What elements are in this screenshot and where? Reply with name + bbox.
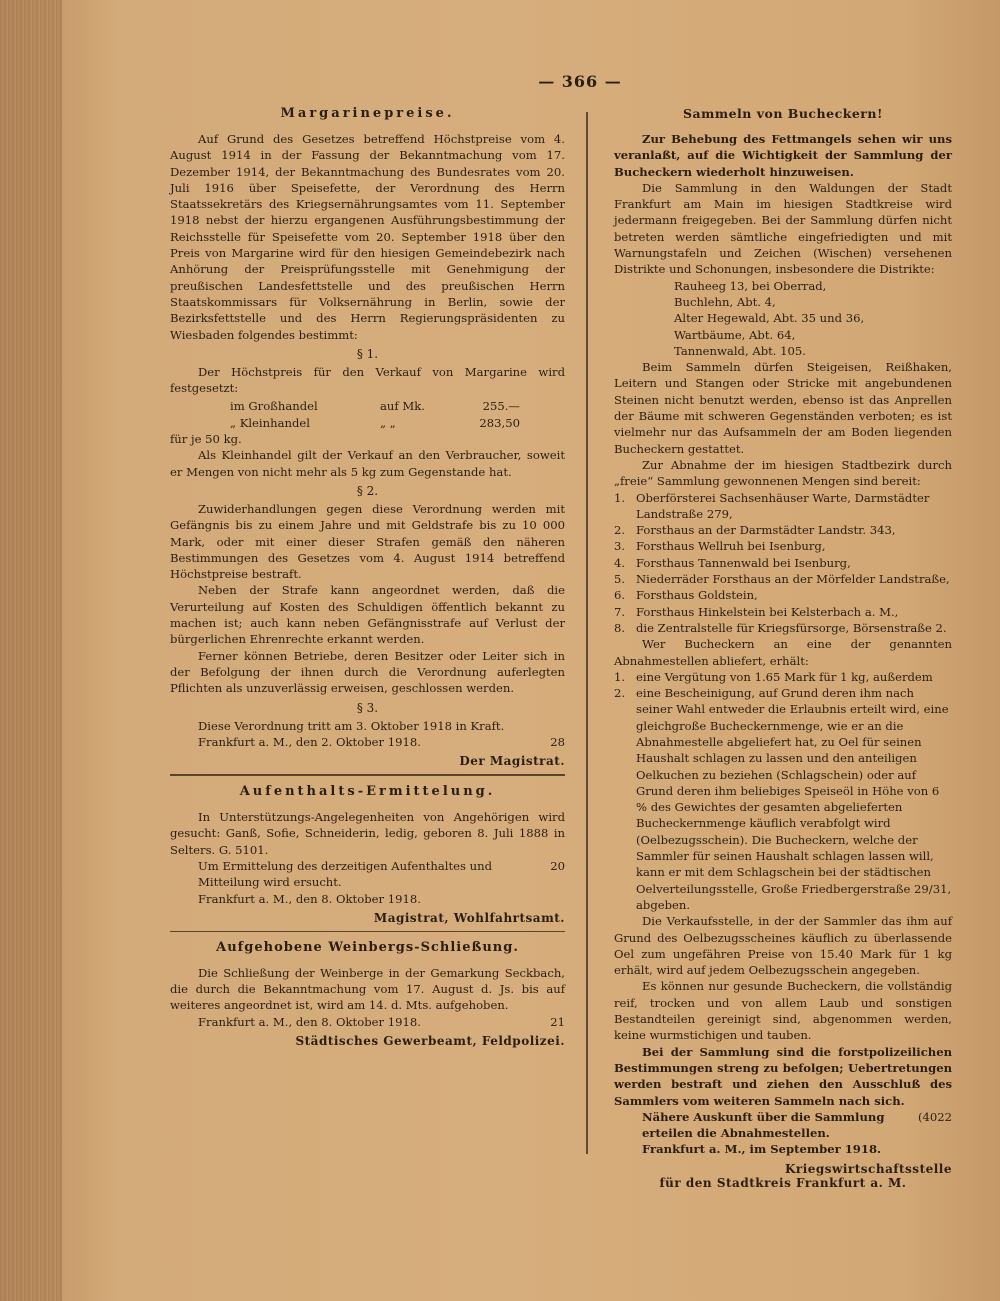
station-item — [614, 555, 952, 571]
column-divider — [586, 112, 588, 1154]
station-number: 7. — [614, 604, 626, 619]
bucheckern-text-4: Wer Bucheckern an eine der genannten Abnahmestellen abliefert, erhält: — [614, 637, 952, 668]
section-2-text-3: Ferner können Betriebe, deren Besitzer oder Leiter sich in der Befolgung der ihnen durch die Verordnung auferlegten Pflichten als unzuverlässig erweisen, geschlossen werden. — [170, 648, 565, 696]
bucheckern-text-6: Es können nur gesunde Bucheckern, die vollständig reif, trocken und von allem Laub und sonstigen Bestandteilen gereinigt sind, abgenommen werden, keine wurmstichigen und tauben. — [614, 979, 952, 1043]
aufenthalt-number: 20 — [550, 858, 565, 873]
section-3-mark: § 3. — [356, 700, 379, 715]
reward-list — [614, 669, 952, 913]
station-item — [614, 620, 952, 636]
weinberg-date-line — [170, 1014, 565, 1030]
aufenthalt-signature: Magistrat, Wohlfahrtsamt. — [373, 910, 565, 925]
bucheckern-signature-2: für den Stadtkreis Frankfurt a. M. — [659, 1175, 907, 1190]
bucheckern-text-8: Nähere Auskunft über die Sammlung erteilen die Abnahmestellen. — [642, 1109, 885, 1141]
station-text: Forsthaus an der Darmstädter Landstr. 343, — [636, 523, 896, 538]
price-unit: auf Mk. — [380, 399, 425, 414]
left-column — [170, 100, 565, 1054]
price-label: „ Kleinhandel — [230, 415, 310, 430]
station-text: Forsthaus Hinkelstein bei Kelsterbach a. M., — [636, 604, 899, 619]
station-number: 1. — [614, 490, 626, 505]
book-page-edge — [0, 0, 62, 1301]
page-number: — 366 — — [538, 72, 622, 91]
aufenthalt-request-line — [170, 858, 565, 891]
price-row — [230, 415, 565, 431]
aufenthalt-text-2: Um Ermittelung des derzeitigen Aufenthaltes und Mitteilung wird ersucht. — [198, 858, 493, 890]
margarine-number: 28 — [550, 734, 565, 749]
aufenthalt-heading: Aufenthalts-Ermittelung. — [239, 784, 496, 800]
bucheckern-text-1: Die Sammlung in den Waldungen der Stadt Frankfurt am Main im hiesigen Stadtkreise wird jedermann freigegeben. Bei der Sammlung dürfen nicht betreten werden sämtliche eingefriedigten und mit Warnungstafeln und Zeichen (Wischen) versehenen Distrikte und Schonungen, insbesondere die Distrikte: — [614, 180, 952, 277]
bucheckern-signature-1: Kriegswirtschaftsstelle — [784, 1161, 952, 1176]
district-item: Wartbäume, Abt. 64, — [674, 327, 796, 342]
station-item — [614, 587, 952, 603]
station-item — [614, 490, 952, 523]
weinberg-text: Die Schließung der Weinberge in der Gemarkung Seckbach, die durch die Bekanntmachung vom 17. August d. Js. bis auf weiteres angeordnet ist, wird am 14. d. Mts. aufgehoben. — [170, 965, 565, 1013]
bucheckern-text-2: Beim Sammeln dürfen Steigeisen, Reißhaken, Leitern und Stangen oder Stricke mit angebundenen Steinen nicht benutzt werden, ebenso ist das Anprellen der Bäume mit schweren Gegenständen verboten; es ist vielmehr nur das Aufsammeln der am Boden liegenden Bucheckern gestattet. — [614, 360, 952, 456]
aufenthalt-date: Frankfurt a. M., den 8. Oktober 1918. — [198, 891, 421, 906]
margarine-signature: Der Magistrat. — [459, 754, 565, 769]
station-text: Forsthaus Goldstein, — [636, 588, 758, 603]
station-text: die Zentralstelle für Kriegsfürsorge, Börsenstraße 2. — [636, 620, 947, 635]
district-item: Buchlehn, Abt. 4, — [674, 294, 776, 309]
station-number: 5. — [614, 572, 626, 587]
section-2-mark: § 2. — [356, 483, 379, 498]
district-item: Rauheeg 13, bei Oberrad, — [674, 278, 827, 293]
margarine-intro: Auf Grund des Gesetzes betreffend Höchstpreise vom 4. August 1914 in der Fassung der Bekanntmachung vom 17. Dezember 1914, der Bekanntmachung des Bundesrates vom 20. Juli 1916 über Speisefette, der Verordnung des Herrn Staatssekretärs des Kriegsernährungsamtes vom 11. September 1918 nebst der hierzu ergangenen Ausführungsbestimmung der Reichsstelle für Speisefette vom 20. September 1918 über den Preis von Margarine wird für den hiesigen Gemeindebezirk nach Anhörung der Preisprüfungsstelle mit Genehmigung der preußischen Landesfettstelle und des preußischen Herrn Staatskommissars für Volksernährung in Berlin, sowie der Bezirksfettstelle und des Herrn Regierungspräsidenten zu Wiesbaden folgendes bestimmt: — [170, 132, 565, 342]
station-text: Forsthaus Wellruh bei Isenburg, — [636, 539, 826, 554]
reward-number: 1. — [614, 669, 626, 684]
bucheckern-number: (4022 — [917, 1109, 952, 1124]
bucheckern-text-7: Bei der Sammlung sind die forstpolizeilichen Bestimmungen streng zu befolgen; Uebertretungen werden bestraft und ziehen den Ausschluß des Sammlers vom weiteren Sammeln nach sich. — [614, 1044, 952, 1108]
station-item — [614, 538, 952, 554]
price-suffix: für je 50 kg. — [170, 432, 242, 447]
section-2-text-1: Zuwiderhandlungen gegen diese Verordnung werden mit Gefängnis bis zu einem Jahre und mit Geldstrafe bis zu 10 000 Mark, oder mit einer dieser Strafen gemäß den näheren Bestimmungen des Gesetzes vom 4. August 1914 betreffend Höchstpreise bestraft. — [170, 501, 565, 582]
price-unit: „ „ — [380, 415, 396, 430]
station-number: 8. — [614, 620, 626, 635]
section-1-text: Der Höchstpreis für den Verkauf von Margarine wird festgesetzt: — [170, 364, 565, 396]
station-item — [614, 604, 952, 620]
weinberg-signature: Städtisches Gewerbeamt, Feldpolizei. — [295, 1034, 565, 1049]
retail-note: Als Kleinhandel gilt der Verkauf an den Verbraucher, soweit er Mengen von nicht mehr als 5 kg zum Gegenstande hat. — [170, 448, 565, 479]
bucheckern-info-line — [614, 1109, 952, 1142]
bucheckern-text-5: Die Verkaufsstelle, in der der Sammler das ihm auf Grund des Oelbezugsscheines käuflich zu überlassende Oel zum ungefähren Preise von 15.40 Mark für 1 kg erhält, wird auf jedem Oelbezugsschein angegeben. — [614, 914, 952, 978]
weinberg-heading: Aufgehobene Weinbergs-Schließung. — [216, 939, 519, 955]
station-number: 3. — [614, 539, 626, 554]
reward-item — [614, 685, 952, 913]
price-value: 283,50 — [479, 415, 520, 430]
section-3-text: Diese Verordnung tritt am 3. Oktober 1918 in Kraft. — [198, 718, 505, 733]
weinberg-date: Frankfurt a. M., den 8. Oktober 1918. — [198, 1014, 421, 1029]
reward-text: eine Bescheinigung, auf Grund deren ihm nach seiner Wahl entweder die Erlaubnis erteilt wird, eine gleichgroße Bucheckernmenge, wie er an die Abnahmestelle abgeliefert hat, zu Oel für seinen Haushalt schlagen zu lassen und den anteiligen Oelkuchen zu beziehen (Schlagschein) oder auf Grund deren ihm beliebiges Speiseöl in Höhe von 6 % des Gewichtes der gesamten abgelieferten Bucheckernmenge käuflich verabfolgt wird (Oelbezugsschein). Die Bucheckern, welche der Sammler für seinen Haushalt schlagen lassen will, kann er mit dem Schlagschein bei der städtischen Oelverteilungsstelle, Große Friedbergerstraße 29/31, abgeben. — [636, 686, 952, 912]
section-1-mark: § 1. — [356, 346, 379, 361]
bucheckern-text-3: Zur Abnahme der im hiesigen Stadtbezirk durch „freie“ Sammlung gewonnenen Mengen sind bereit: — [614, 457, 952, 489]
station-text: Oberförsterei Sachsenhäuser Warte, Darmstädter Landstraße 279, — [636, 490, 930, 521]
district-item: Tannenwald, Abt. 105. — [674, 343, 806, 358]
district-list — [674, 278, 952, 359]
margarine-heading: Margarinepreise. — [280, 106, 455, 121]
reward-number: 2. — [614, 686, 626, 701]
bucheckern-heading: Sammeln von Bucheckern! — [683, 106, 883, 121]
price-label: im Großhandel — [230, 399, 318, 414]
reward-text: eine Vergütung von 1.65 Mark für 1 kg, außerdem — [636, 669, 933, 684]
weinberg-number: 21 — [550, 1014, 565, 1029]
bucheckern-date: Frankfurt a. M., im September 1918. — [642, 1142, 882, 1157]
price-row — [230, 398, 565, 414]
bucheckern-intro: Zur Behebung des Fettmangels sehen wir uns veranlaßt, auf die Wichtigkeit der Sammlung der Bucheckern wiederholt hinzuweisen. — [614, 132, 952, 179]
station-list — [614, 490, 952, 637]
section-2-text-2: Neben der Strafe kann angeordnet werden, daß die Verurteilung auf Kosten des Schuldigen öffentlich bekannt zu machen ist; auch kann neben Gefängnisstrafe auf Verlust der bürgerlichen Ehrenrechte erkannt werden. — [170, 583, 565, 647]
price-table — [230, 398, 565, 431]
margarine-date: Frankfurt a. M., den 2. Oktober 1918. — [198, 734, 421, 749]
station-item — [614, 522, 952, 538]
section-rule — [170, 774, 565, 776]
margarine-date-line — [170, 734, 565, 750]
right-column — [614, 100, 952, 1190]
section-rule — [170, 931, 565, 932]
station-number: 4. — [614, 555, 626, 570]
aufenthalt-text-1: In Unterstützungs-Angelegenheiten von Angehörigen wird gesucht: Ganß, Sofie, Schneiderin, ledig, geboren 8. Juli 1888 in Selters. G. 5101. — [170, 810, 565, 857]
district-item: Alter Hegewald, Abt. 35 und 36, — [674, 311, 865, 326]
station-item — [614, 571, 952, 587]
station-text: Forsthaus Tannenwald bei Isenburg, — [636, 555, 851, 570]
station-number: 2. — [614, 523, 626, 538]
price-value: 255.— — [482, 399, 520, 414]
station-text: Niederräder Forsthaus an der Mörfelder Landstraße, — [636, 572, 950, 587]
reward-item — [614, 669, 952, 685]
station-number: 6. — [614, 588, 626, 603]
